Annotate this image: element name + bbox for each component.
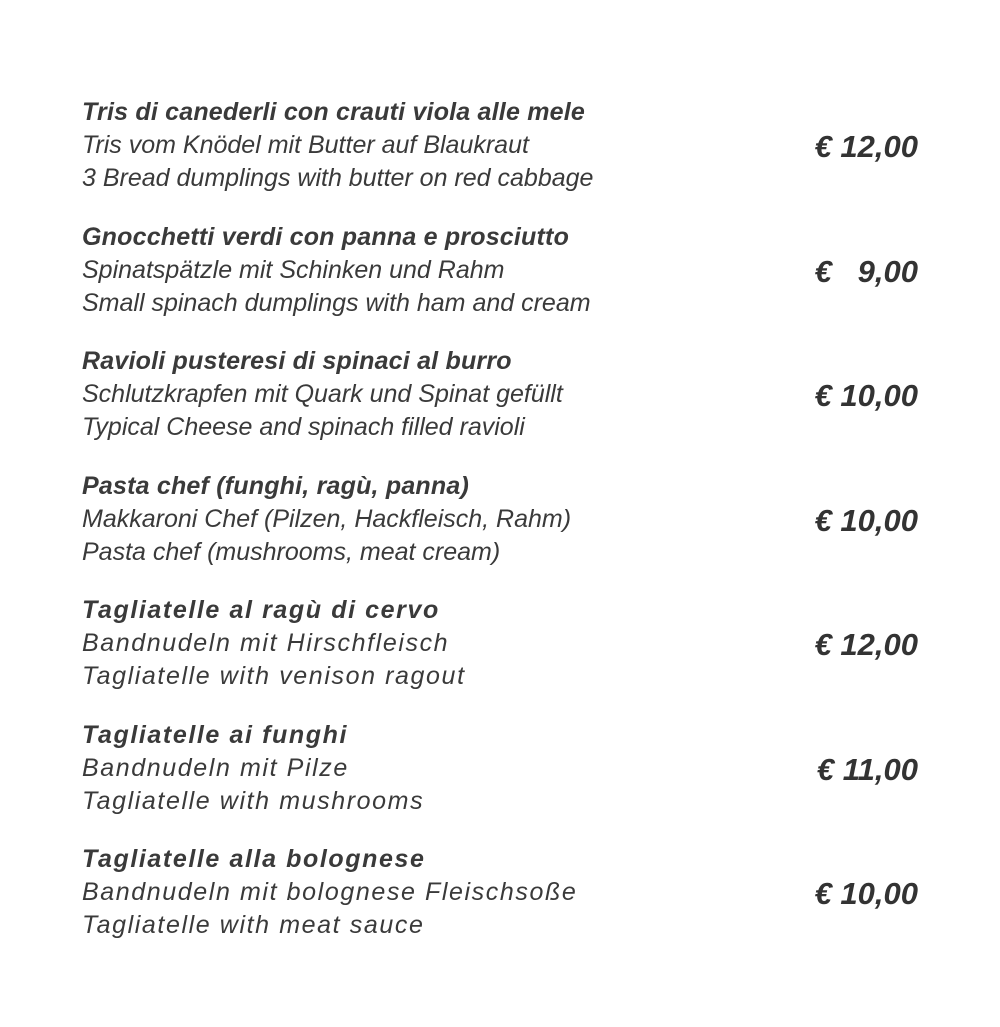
dish-price: € 10,00 [814, 876, 918, 911]
menu-item [82, 345, 922, 470]
menu-item [82, 843, 922, 968]
dish-name-italian: Ravioli pusteresi di spinaci al burro [82, 347, 512, 375]
dish-name-german: Bandnudeln mit Hirschfleisch [82, 629, 450, 657]
dish-name-english: Small spinach dumplings with ham and cream [82, 288, 591, 317]
menu-item-description [82, 843, 762, 942]
dish-price: € 10,00 [814, 502, 918, 538]
dish-price: € 9,00 [814, 253, 918, 289]
dish-name-italian: Pasta chef (funghi, ragù, panna) [82, 471, 469, 500]
dish-name-italian: Tagliatelle alla bolognese [82, 845, 426, 873]
dish-name-german: Bandnudeln mit Pilze [82, 753, 349, 782]
dish-name-english: Tagliatelle with venison ragout [82, 662, 466, 690]
dish-name-italian: Tris di canederli con crauti viola alle mele [82, 98, 585, 126]
menu-item [82, 221, 922, 346]
dish-name-italian: Tagliatelle al ragù di cervo [82, 596, 440, 624]
menu-item-description [82, 221, 762, 320]
dish-price: € 12,00 [814, 129, 918, 164]
dish-price: € 10,00 [814, 378, 918, 413]
menu-item [82, 96, 922, 221]
dish-name-german: Spinatspätzle mit Schinken und Rahm [82, 255, 505, 284]
dish-name-german: Makkaroni Chef (Pilzen, Hackfleisch, Rahm) [82, 504, 572, 533]
menu-item-description [82, 345, 762, 444]
menu-item-description [82, 594, 762, 693]
dish-name-german: Tris vom Knödel mit Butter auf Blaukraut [82, 131, 529, 159]
dish-name-german: Bandnudeln mit bolognese Fleischsoße [82, 878, 578, 906]
menu-item-description [82, 719, 762, 818]
menu-list [82, 96, 922, 968]
menu-item-description [82, 96, 762, 195]
dish-price: € 12,00 [814, 627, 918, 662]
dish-name-english: Tagliatelle with meat sauce [82, 911, 425, 939]
dish-name-german: Schlutzkrapfen mit Quark und Spinat gefüllt [82, 380, 563, 408]
dish-name-english: Pasta chef (mushrooms, meat cream) [82, 537, 501, 566]
dish-name-english: Typical Cheese and spinach filled ravioli [82, 413, 525, 441]
menu-item [82, 470, 922, 595]
dish-name-english: Tagliatelle with mushrooms [82, 786, 425, 815]
menu-item [82, 594, 922, 719]
menu-item [82, 719, 922, 844]
dish-name-italian: Tagliatelle ai funghi [82, 720, 349, 749]
menu-item-description [82, 470, 762, 569]
dish-name-italian: Gnocchetti verdi con panna e prosciutto [82, 222, 570, 251]
dish-name-english: 3 Bread dumplings with butter on red cabbage [82, 164, 594, 192]
dish-price: € 11,00 [816, 751, 918, 787]
